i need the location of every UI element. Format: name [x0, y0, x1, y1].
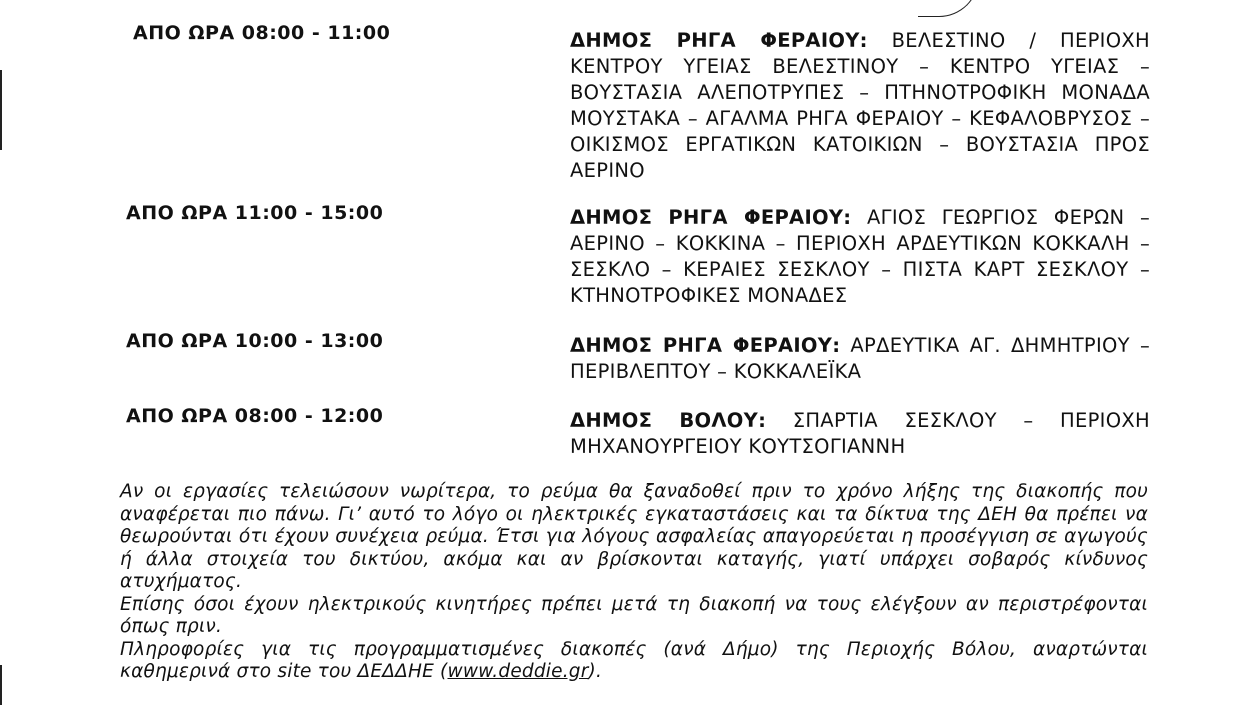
scan-edge-mark: [0, 665, 2, 705]
outage-time: ΑΠΟ ΩΡΑ 11:00 - 15:00: [126, 202, 384, 224]
area-list: ΒΕΛΕΣΤΙΝΟ / ΠΕΡΙΟΧΗ ΚΕΝΤΡΟΥ ΥΓΕΙΑΣ ΒΕΛΕΣΤΙΝΟΥ – ΚΕΝΤΡΟ ΥΓΕΙΑΣ – ΒΟΥΣΤΑΣΙΑ ΑΛΕΠΟΤΡΥΠΕΣ – ΠΤΗΝΟΤΡΟΦΙΚΗ ΜΟΝΑΔΑ ΜΟΥΣΤΑΚΑ – ΑΓΑΛΜΑ ΡΗΓΑ ΦΕΡΑΙΟΥ – ΚΕΦΑΛΟΒΡΥΣΟΣ – ΟΙΚΙΣΜΟΣ ΕΡΓΑΤΙΚΩΝ ΚΑΤΟΙΚΙΩΝ – ΒΟΥΣΤΑΣΙΑ ΠΡΟΣ ΑΕΡΙΝΟ: [570, 29, 1150, 182]
area-list: ΑΓΙΟΣ ΓΕΩΡΓΙΟΣ ΦΕΡΩΝ – ΑΕΡΙΝΟ – ΚΟΚΚΙΝΑ – ΠΕΡΙΟΧΗ ΑΡΔΕΥΤΙΚΩΝ ΚΟΚΚΑΛΗ – ΣΕΣΚΛΟ – ΚΕΡΑΙΕΣ ΣΕΣΚΛΟΥ – ΠΙΣΤΑ ΚΑΡΤ ΣΕΣΚΛΟΥ – ΚΤΗΝΟΤΡΟΦΙΚΕΣ ΜΟΝΑΔΕΣ: [570, 206, 1151, 307]
scan-edge-mark: [0, 70, 2, 150]
outage-time: ΑΠΟ ΩΡΑ 10:00 - 13:00: [126, 330, 384, 352]
notes-text: ).: [588, 661, 603, 682]
safety-notes: [120, 481, 1148, 684]
area-list: ΑΡΔΕΥΤΙΚΑ ΑΓ. ΔΗΜΗΤΡΙΟΥ – ΠΕΡΙΒΛΕΠΤΟΥ – ΚΟΚΚΑΛΕΪΚΑ: [570, 334, 1150, 383]
outage-areas: [570, 205, 1150, 309]
municipality-name: ΔΗΜΟΣ ΡΗΓΑ ΦΕΡΑΙΟΥ:: [570, 334, 841, 357]
municipality-name: ΔΗΜΟΣ ΡΗΓΑ ΦΕΡΑΙΟΥ:: [570, 29, 868, 52]
notes-paragraph: Αν οι εργασίες τελειώσουν νωρίτερα, το ρεύμα θα ξαναδοθεί πριν το χρόνο λήξης της διακοπής που αναφέρεται πιο πάνω. Γι’ αυτό το λόγο οι ηλεκτρικές εγκαταστάσεις και τα δίκτυα της ΔΕΗ θα πρέπει να θεωρούνται ότι έχουν συνέχεια ρεύμα. Έτσι για λόγους ασφαλείας απαγορεύεται η προσέγγιση σε αγωγούς ή άλλα στοιχεία του δικτύου, ακόμα και αν βρίσκονται καταγής, γιατί υπάρχει σοβαρός κίνδυνος ατυχήματος.: [120, 481, 1148, 592]
outage-areas: [570, 333, 1150, 385]
outage-time: ΑΠΟ ΩΡΑ 08:00 - 11:00: [133, 22, 391, 44]
outage-time: ΑΠΟ ΩΡΑ 08:00 - 12:00: [126, 405, 384, 427]
scan-stamp-fragment: [918, 0, 979, 17]
area-list: ΣΠΑΡΤΙΑ ΣΕΣΚΛΟΥ – ΠΕΡΙΟΧΗ ΜΗΧΑΝΟΥΡΓΕΙΟΥ ΚΟΥΤΣΟΓΙΑΝΝΗ: [570, 409, 1150, 458]
municipality-name: ΔΗΜΟΣ ΡΗΓΑ ΦΕΡΑΙΟΥ:: [570, 206, 852, 229]
outage-areas: [570, 28, 1150, 184]
notes-paragraph: Επίσης όσοι έχουν ηλεκτρικούς κινητήρες πρέπει μετά τη διακοπή να τους ελέγξουν αν περιστρέφονται όπως πριν.: [120, 593, 1148, 637]
outage-areas: [570, 408, 1150, 460]
municipality-name: ΔΗΜΟΣ ΒΟΛΟΥ:: [570, 409, 767, 432]
deddie-link[interactable]: www.deddie.gr: [447, 661, 589, 682]
notes-text: Πληροφορίες για τις προγραμματισμένες διακοπές (ανά Δήμο) της Περιοχής Βόλου, αναρτώνται καθημερινά στο site του ΔΕΔΔΗΕ (: [120, 638, 1148, 682]
notes-paragraph: [120, 639, 1148, 684]
